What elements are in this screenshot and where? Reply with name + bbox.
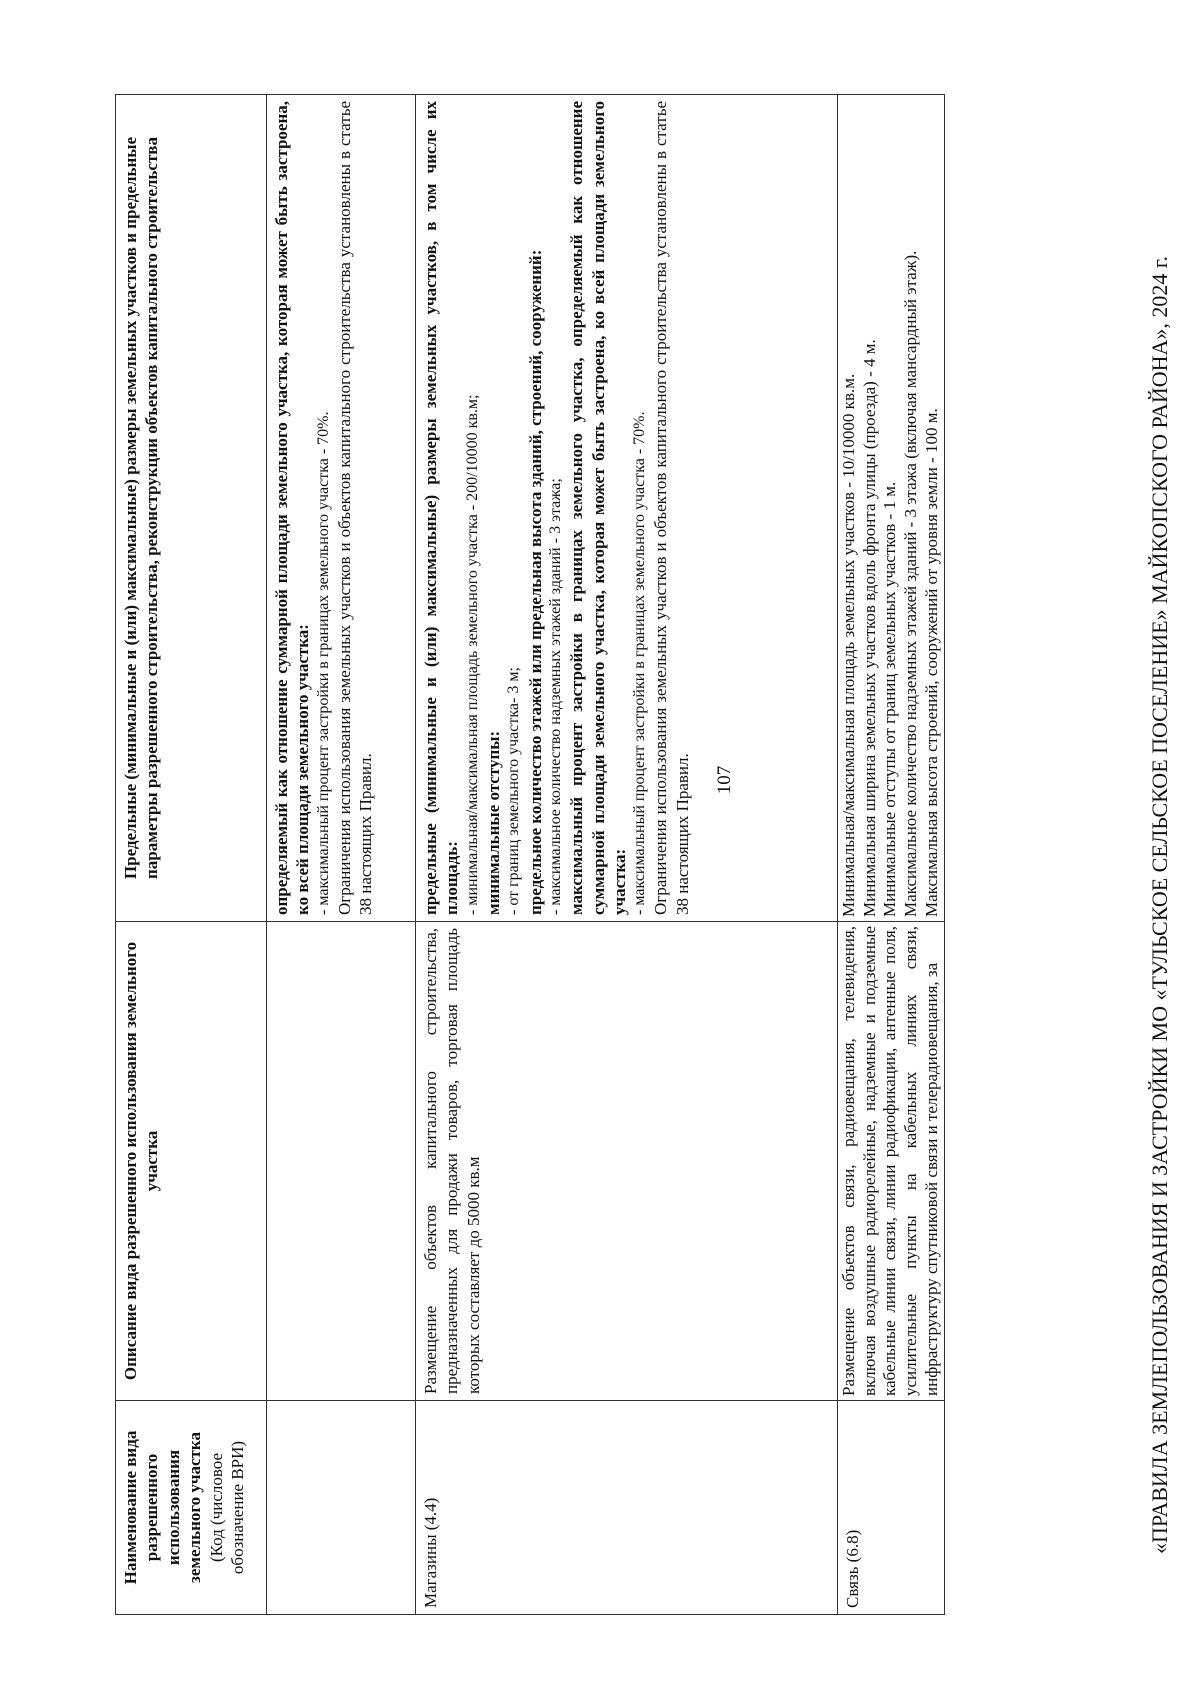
cell-vri-name: Магазины (4.4) [416,1401,838,1615]
param-line: - минимальная/максимальная площадь земельного участка - 200/10000 кв.м; [463,394,481,915]
param-line: - максимальный процент застройки в границах земельного участка - 70%. [631,411,649,915]
param-line: Ограничения использования земельных участков и объектов капитального строительства установлены в статье 38 настоящих Правил. [651,101,692,915]
param-line: - максимальное количество надземных этажей зданий - 3 этажа; [546,478,564,915]
param-line: максимальный процент застройки в границах земельного участка, определяемый как отношение суммарной площади земельного участка, которая может быть застроена, ко всей площади земельного участка: [567,101,629,915]
header-vri-name-line: Наименование вида [121,1430,140,1585]
param-line: определяемый как отношение суммарной площади земельного участка, которая может быть застроена, ко всей площади земельного участка: [272,101,313,915]
header-vri-description: Описание вида разрешенного использования земельного участка [116,922,267,1401]
param-line: Минимальные отступы от границ земельных участков - 1 м. [880,481,900,917]
header-vri-name-line: разрешенного [142,1453,162,1562]
header-limit-params: Предельные (минимальные и (или) максимальные) размеры земельных участков и предельные параметры разрешенного строительства, реконструкции объектов капитального строительства [116,95,267,922]
header-vri-name-line: земельного участка [185,1432,205,1583]
footer-title: «ПРАВИЛА ЗЕМЛЕПОЛЬЗОВАНИЯ И ЗАСТРОЙКИ МО «ТУЛЬСКОЕ СЕЛЬСКОЕ ПОСЕЛЕНИЕ» МАЙКОПСКОГО РАЙОНА», 2024 г. [1147,256,1172,1554]
header-vri-name-line: использования [163,1449,183,1566]
header-vri-name [116,1401,267,1615]
table-row [267,95,416,1615]
cell-vri-description: Размещение объектов связи, радиовещания, телевидения, включая воздушные радиорелейные, надземные и подземные кабельные линии связи, линии радиофикации, антенные поля, усилительные пункты на кабельных линиях связи, инфраструктуру спутниковой связи и телерадиовещания, за [838,922,945,1401]
param-line: - максимальный процент застройки в границах земельного участка - 70%. [314,411,332,915]
param-line: Максимальная высота строений, сооружений от уровня земли - 100 м. [921,408,941,917]
param-line: Ограничения использования земельных участков и объектов капитального строительства установлены в статье 38 настоящих Правил. [334,101,376,915]
cell-vri-description: Размещение объектов капитального строительства, предназначенных для продажи товаров, торговая площадь которых составляет до 5000 кв.м [416,922,838,1401]
cell-vri-name: Связь (6.8) [838,1401,945,1615]
header-vri-code-line: обозначение ВРИ) [228,1440,248,1575]
cell-limit-params [838,95,945,922]
param-line: предельное количество этажей или предельная высота зданий, строений, сооружений: [525,249,545,915]
param-line: Максимальное количество надземных этажей зданий - 3 этажа (включая мансардный этаж). [901,250,921,917]
cell-limit-params [267,95,416,922]
param-line: Минимальная ширина земельных участков вдоль фронта улицы (проезда) - 4 м. [859,339,879,917]
cell-limit-params [416,95,838,922]
param-line: минимальные отступы: [483,730,503,915]
rotated-table-stage [115,95,941,1615]
param-line: - от границ земельного участка- 3 м; [505,667,523,915]
table-row [416,95,838,1615]
table-header-row [116,95,267,1615]
cell-vri-description [267,922,416,1401]
header-vri-code-line: (Код (числовое [206,1452,226,1563]
cell-vri-name [267,1401,416,1615]
param-line: Минимальная/максимальная площадь земельных участков - 10/10000 кв.м. [839,373,858,917]
table-row [838,95,945,1615]
page-number: 107 [714,765,735,795]
param-line: предельные (минимальные и (или) максимальные) размеры земельных участков, в том числе их площадь: [421,101,462,915]
vri-table [115,94,945,1615]
